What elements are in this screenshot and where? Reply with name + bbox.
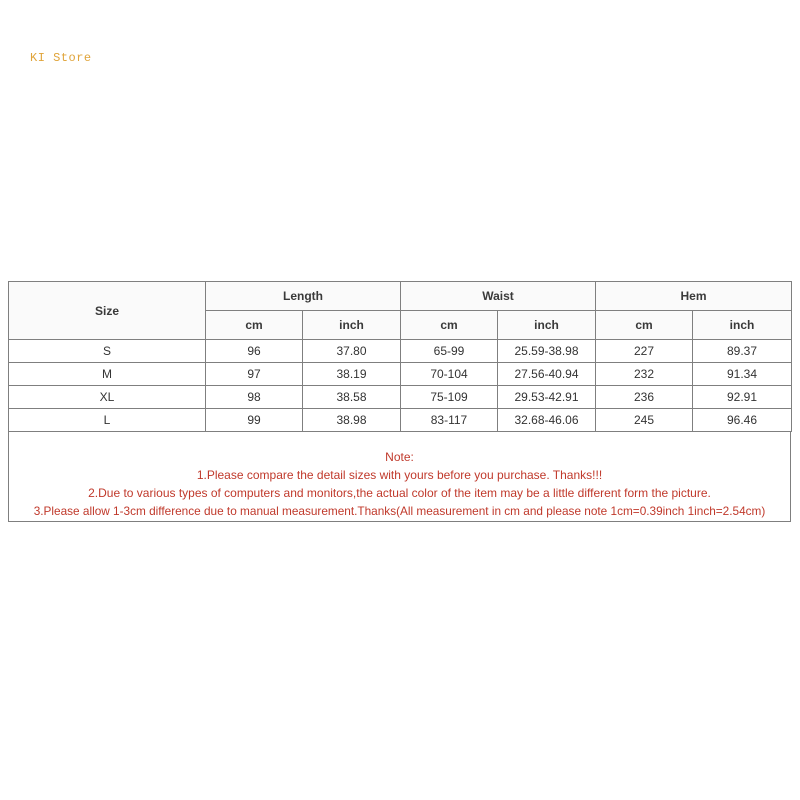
table-cell: 29.53-42.91 — [498, 386, 596, 409]
table-cell: 70-104 — [401, 363, 498, 386]
table-cell: 96 — [206, 340, 303, 363]
table-cell: 27.56-40.94 — [498, 363, 596, 386]
table-row — [9, 409, 792, 432]
notes-box — [8, 432, 791, 522]
waist-header: Waist — [401, 282, 596, 311]
unit-header: inch — [693, 311, 792, 340]
table-cell: 98 — [206, 386, 303, 409]
size-header: Size — [9, 282, 206, 340]
table-cell: 25.59-38.98 — [498, 340, 596, 363]
table-row — [9, 340, 792, 363]
table-cell: 75-109 — [401, 386, 498, 409]
table-cell: 236 — [596, 386, 693, 409]
size-cell: XL — [9, 386, 206, 409]
length-header: Length — [206, 282, 401, 311]
store-watermark: KI Store — [30, 51, 92, 65]
table-cell: 37.80 — [303, 340, 401, 363]
note-line: 2.Due to various types of computers and monitors,the actual color of the item may be a little different form the picture. — [88, 486, 711, 500]
table-cell: 32.68-46.06 — [498, 409, 596, 432]
note-title: Note: — [385, 450, 414, 464]
size-chart — [8, 281, 791, 522]
table-cell: 38.19 — [303, 363, 401, 386]
size-cell: L — [9, 409, 206, 432]
size-cell: S — [9, 340, 206, 363]
note-line: 3.Please allow 1-3cm difference due to manual measurement.Thanks(All measurement in cm and please note 1cm=0.39inch 1inch=2.54cm) — [33, 504, 766, 518]
table-cell: 92.91 — [693, 386, 792, 409]
note-line: 1.Please compare the detail sizes with yours before you purchase. Thanks!!! — [196, 468, 603, 482]
table-row — [9, 386, 792, 409]
size-table — [8, 281, 792, 432]
table-cell: 99 — [206, 409, 303, 432]
table-cell: 38.58 — [303, 386, 401, 409]
header-row-groups — [9, 282, 792, 311]
table-cell: 65-99 — [401, 340, 498, 363]
table-cell: 89.37 — [693, 340, 792, 363]
hem-header: Hem — [596, 282, 792, 311]
table-row — [9, 363, 792, 386]
unit-header: cm — [206, 311, 303, 340]
table-cell: 232 — [596, 363, 693, 386]
table-cell: 97 — [206, 363, 303, 386]
table-cell: 227 — [596, 340, 693, 363]
table-cell: 91.34 — [693, 363, 792, 386]
unit-header: inch — [498, 311, 596, 340]
unit-header: inch — [303, 311, 401, 340]
table-cell: 38.98 — [303, 409, 401, 432]
unit-header: cm — [596, 311, 693, 340]
table-cell: 96.46 — [693, 409, 792, 432]
table-cell: 245 — [596, 409, 693, 432]
table-cell: 83-117 — [401, 409, 498, 432]
unit-header: cm — [401, 311, 498, 340]
size-cell: M — [9, 363, 206, 386]
